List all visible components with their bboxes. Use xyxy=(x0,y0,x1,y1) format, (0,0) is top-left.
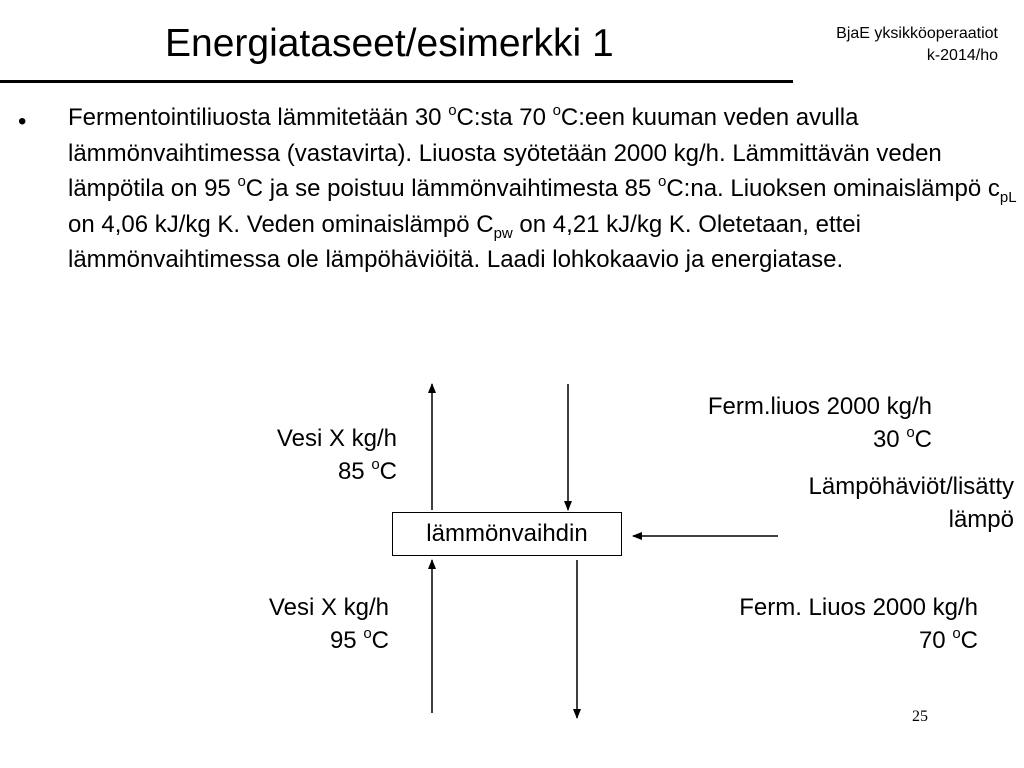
water-out-label: Vesi X kg/h 85 $^o$C xyxy=(276,425,397,485)
ferm-in-label: Ferm.liuos 2000 kg/h 30 $^o$C xyxy=(707,393,932,453)
course-term: k-2014/ho xyxy=(926,47,998,64)
water-in-label: Vesi X kg/h 95 $^o$C xyxy=(268,594,389,654)
heat-label: Lämpöhäviöt/lisätty lämpö xyxy=(808,473,1014,533)
heat-exchanger-box: lämmönvaihdin xyxy=(392,512,622,556)
bullet-icon: • xyxy=(18,108,27,135)
ferm-out-label: Ferm. Liuos 2000 kg/h 70 $^o$C xyxy=(739,594,978,654)
problem-statement: Fermentointiliuosta lämmitetään 30 $^o$C:sta 70 $^o$C:een kuuman veden avulla lämmönvaihtimessa (vastavirta). Liuosta syötetään 2000 kg/h. Lämmittävän veden lämpötila on 95 $^o$C ja se poistuu lämmönvaihtimesta 85 $^o$C:na. Liuoksen ominaislämpö $c_{pL}$ on 4,06 kJ/kg K. Veden ominaislämpö $C_{pw}$ on 4,21 kJ/kg K. Oletetaan, ettei lämmönvaihtimessa ole lämpöhäviöitä. Laadi lohkokaavio ja energiatase. xyxy=(68,102,1017,273)
course-name: BjaE yksikköoperaatiot xyxy=(836,25,998,42)
slide-title: Energiataseet/esimerkki 1 xyxy=(165,22,614,65)
page-number: 25 xyxy=(912,708,928,725)
